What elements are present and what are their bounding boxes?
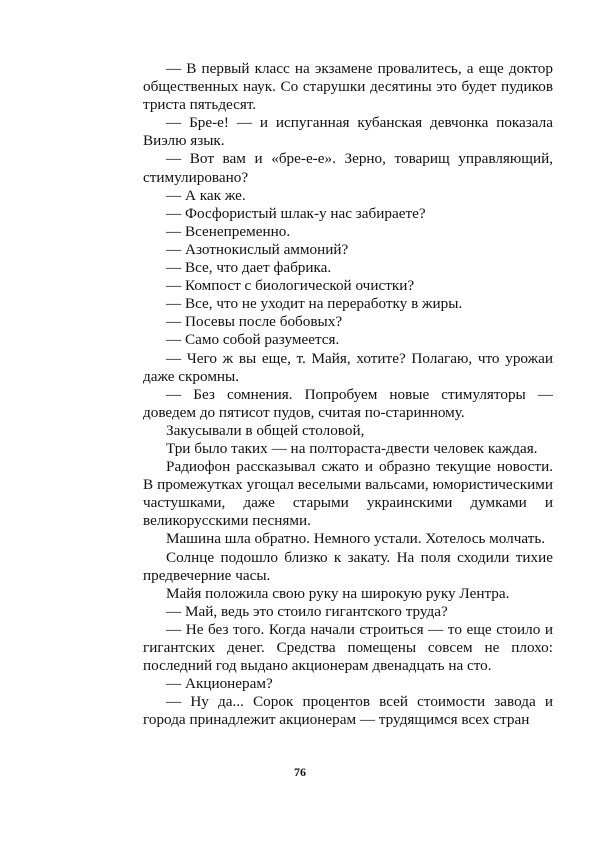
paragraph: Майя положила свою руку на широкую руку Лентра. xyxy=(166,584,510,602)
paragraph: — Май, ведь это стоило гигантского труда? xyxy=(166,602,448,620)
paragraph: Три было таких — на полтораста-двести человек каждая. xyxy=(166,439,538,457)
paragraph: — Фосфористый шлак-у нас забираете? xyxy=(166,204,426,222)
paragraph: — Бре-е! — и испуганная кубанская девчонка показала Виэлю язык. xyxy=(143,114,553,150)
paragraph: — В первый класс на экзамене провалитесь, а еще доктор общественных наук. Со старушки десятины это будет пудиков триста пятьдесят. xyxy=(143,60,553,114)
paragraph: — А как же. xyxy=(166,186,246,204)
paragraph: — Не без того. Когда начали строиться — то еще стоило и гигантских денег. Средства помещены совсем не плохо: последний год выдано акционерам двенадцать на сто. xyxy=(143,620,553,675)
paragraph: — Всенепременно. xyxy=(166,222,291,240)
paragraph: — Ну да... Сорок процентов всей стоимости завода и города принадлежит акционерам — трудящимся всех стран xyxy=(143,693,553,729)
paragraph: — Вот вам и «бре-е-е». Зерно, товарищ управляющий, стимулировано? xyxy=(143,150,553,186)
paragraph: Радиофон рассказывал сжато и образно текущие новости. В промежутках угощал веселыми вальсами, юмористическими частушками, даже старыми украинскими думками и великорусскими песнями. xyxy=(143,458,553,530)
paragraph: — Все, что дает фабрика. xyxy=(166,259,332,277)
body-text xyxy=(143,60,553,729)
paragraph: — Посевы после бобовых? xyxy=(166,313,343,331)
page-number: 76 xyxy=(294,765,306,779)
paragraph: — Акционерам? xyxy=(166,675,273,693)
paragraph: Машина шла обратно. Немного устали. Хотелось молчать. xyxy=(166,530,546,548)
paragraph: — Чего ж вы еще, т. Майя, хотите? Полагаю, что урожаи даже скромны. xyxy=(143,349,553,385)
paragraph: Закусывали в общей столовой, xyxy=(166,421,365,439)
paragraph: — Без сомнения. Попробуем новые стимуляторы — доведем до пятисот пудов, считая по-старинному. xyxy=(143,385,553,421)
paragraph: — Все, что не уходит на переработку в жиры. xyxy=(166,295,463,313)
paragraph: — Само собой разумеется. xyxy=(166,331,340,349)
paragraph: — Компост с биологической очистки? xyxy=(166,277,415,295)
paragraph: Солнце подошло близко к закату. На поля сходили тихие предвечерние часы. xyxy=(143,548,553,584)
paragraph: — Азотнокислый аммоний? xyxy=(166,240,349,258)
